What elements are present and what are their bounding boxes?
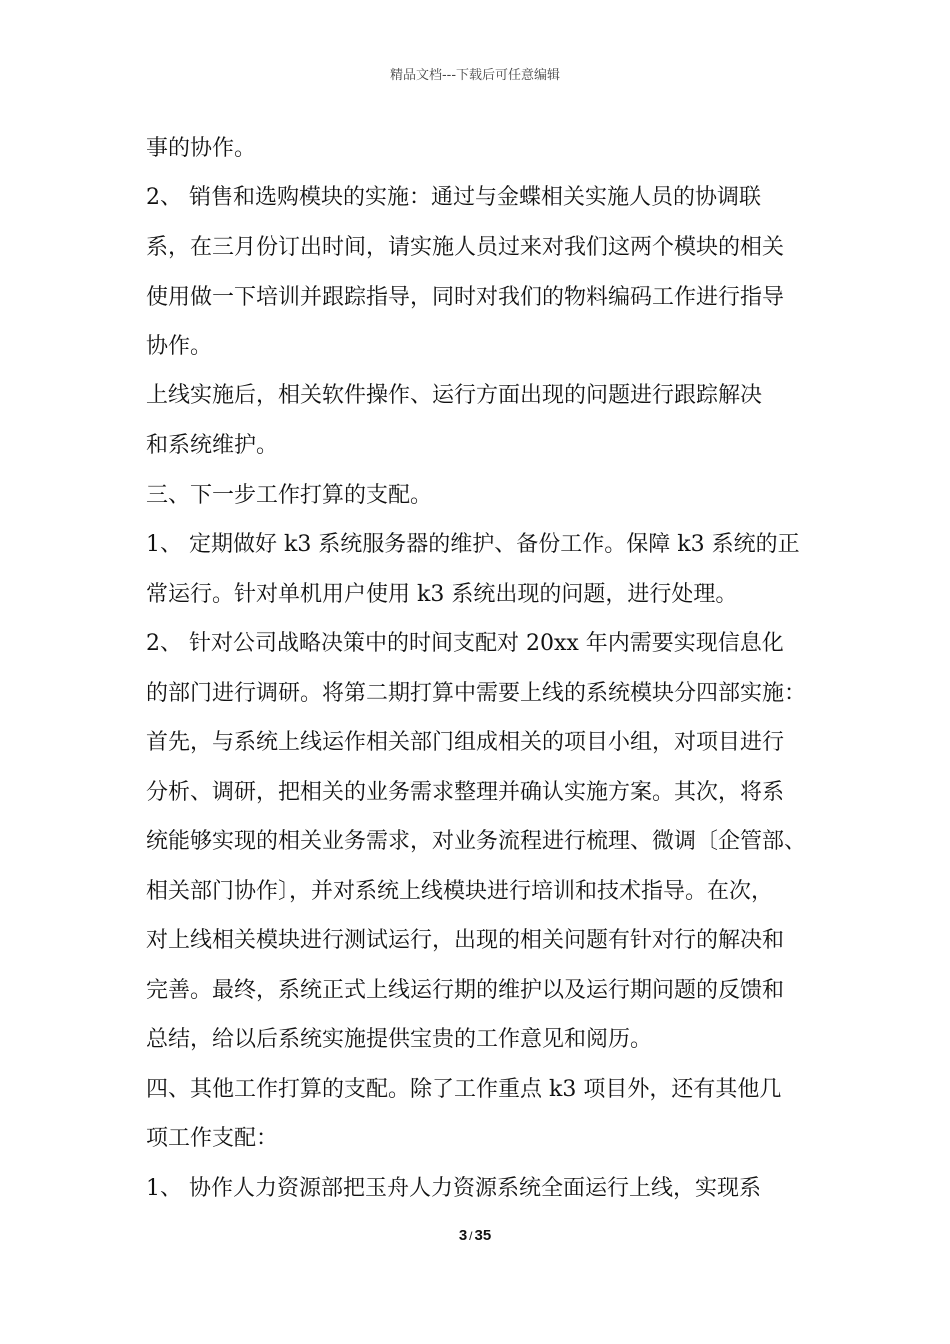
text-line: 协作。 [146,334,213,359]
text-line: 常运行。针对单机用户使用 k3 系统出现的问题，进行处理。 [146,582,738,607]
page-total: 35 [474,1227,492,1244]
text-line: 总结，给以后系统实施提供宝贵的工作意见和阅历。 [146,1027,653,1052]
page-header: 精品文档---下载后可任意编辑 [389,68,561,83]
text-line: 和系统维护。 [146,433,279,458]
text-line: 首先，与系统上线运作相关部门组成相关的项目小组，对项目进行 [146,730,785,755]
text-line: 上线实施后，相关软件操作、运行方面出现的问题进行跟踪解决 [146,383,763,408]
section-heading: 三、下一步工作打算的支配。 [146,483,433,508]
text-line: 分析、调研，把相关的业务需求整理并确认实施方案。其次，将系 [146,780,785,805]
text-line: 的部门进行调研。将第二期打算中需要上线的系统模块分四部实施： [146,681,807,706]
page-separator: / [469,1229,473,1243]
text-line: 统能够实现的相关业务需求，对业务流程进行梳理、微调〔企管部、 [146,829,807,854]
text-line: 系，在三月份订出时间，请实施人员过来对我们这两个模块的相关 [146,235,785,260]
text-line: 相关部门协作〕，并对系统上线模块进行培训和技术指导。在次， [146,879,774,904]
page-footer [0,1227,950,1244]
text-line: 1、 协作人力资源部把玉舟人力资源系统全面运行上线，实现系 [146,1176,761,1201]
text-line: 事的协作。 [146,136,257,161]
text-line: 1、 定期做好 k3 系统服务器的维护、备份工作。保障 k3 系统的正 [146,532,800,557]
text-line: 使用做一下培训并跟踪指导，同时对我们的物料编码工作进行指导 [146,285,785,310]
page-number: 3 [458,1227,468,1244]
text-line: 项工作支配： [146,1126,279,1151]
text-line: 对上线相关模块进行测试运行，出现的相关问题有针对行的解决和 [146,928,785,953]
text-line: 2、 针对公司战略决策中的时间支配对 20xx 年内需要实现信息化 [146,631,784,656]
text-line: 2、 销售和选购模块的实施：通过与金蝶相关实施人员的协调联 [146,185,761,210]
section-heading: 四、其他工作打算的支配。除了工作重点 k3 项目外，还有其他几 [146,1077,782,1102]
text-line: 完善。最终，系统正式上线运行期的维护以及运行期问题的反馈和 [146,978,785,1003]
